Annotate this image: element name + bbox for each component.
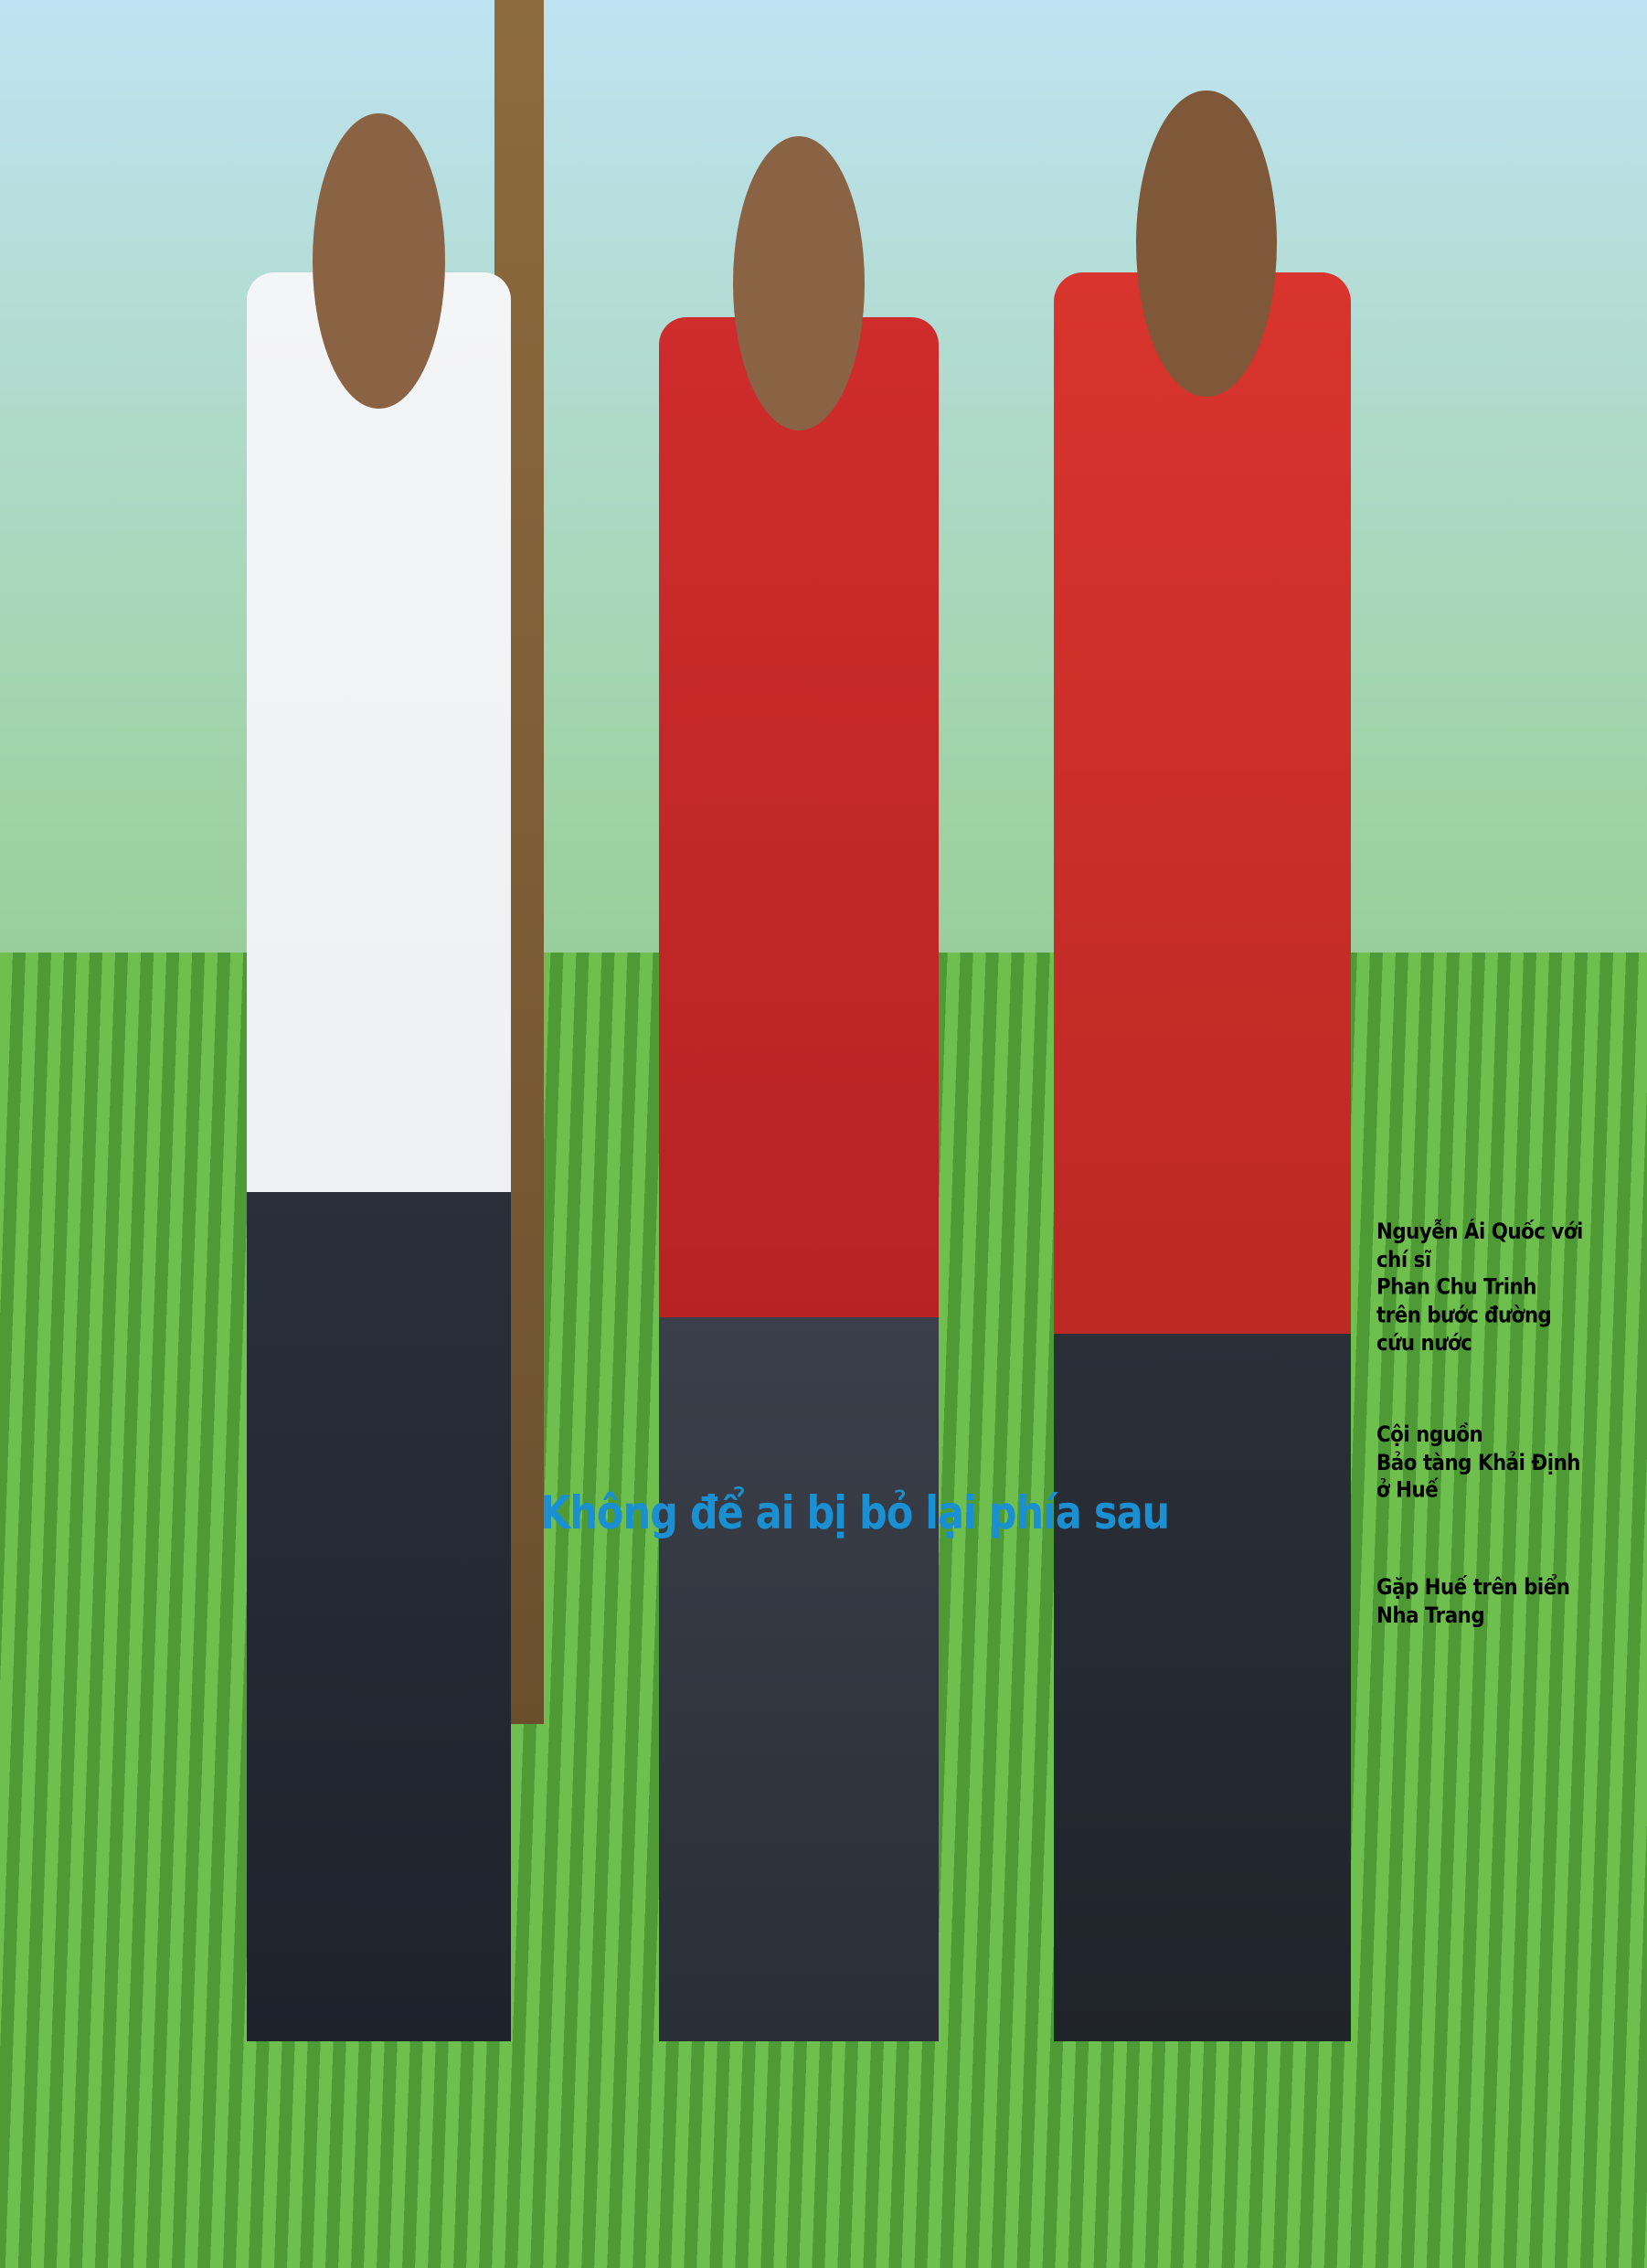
- promo-title-line-3: trên bước đường cứu nước: [1376, 1303, 1552, 1357]
- feature-column: [529, 1134, 1358, 1675]
- feature-box[interactable]: [529, 1146, 1342, 1642]
- promo-title-line-1: Cội nguồn: [1376, 1422, 1483, 1448]
- promo-title-line-1: Gặp Huế trên biển Nha Trang: [1376, 1575, 1570, 1629]
- lower-section: [529, 1134, 1594, 1675]
- promo-title-line-2: Bảo tàng Khải Định ở Huế: [1376, 1450, 1580, 1504]
- promo-title: [1376, 1219, 1588, 1358]
- promo-title-line-2: Phan Chu Trinh: [1376, 1274, 1536, 1301]
- promo-title: [1376, 1421, 1588, 1505]
- main-column: [515, 254, 1594, 1979]
- feature-headline: Không để ai bị bỏ lại phía sau: [540, 1486, 1170, 1539]
- feature-photo: [529, 1146, 1342, 1421]
- promo-title-line-1: Nguyễn Ái Quốc với chí sĩ: [1376, 1219, 1583, 1272]
- page-content: [53, 254, 1594, 1979]
- promo-title: [1376, 1574, 1588, 1630]
